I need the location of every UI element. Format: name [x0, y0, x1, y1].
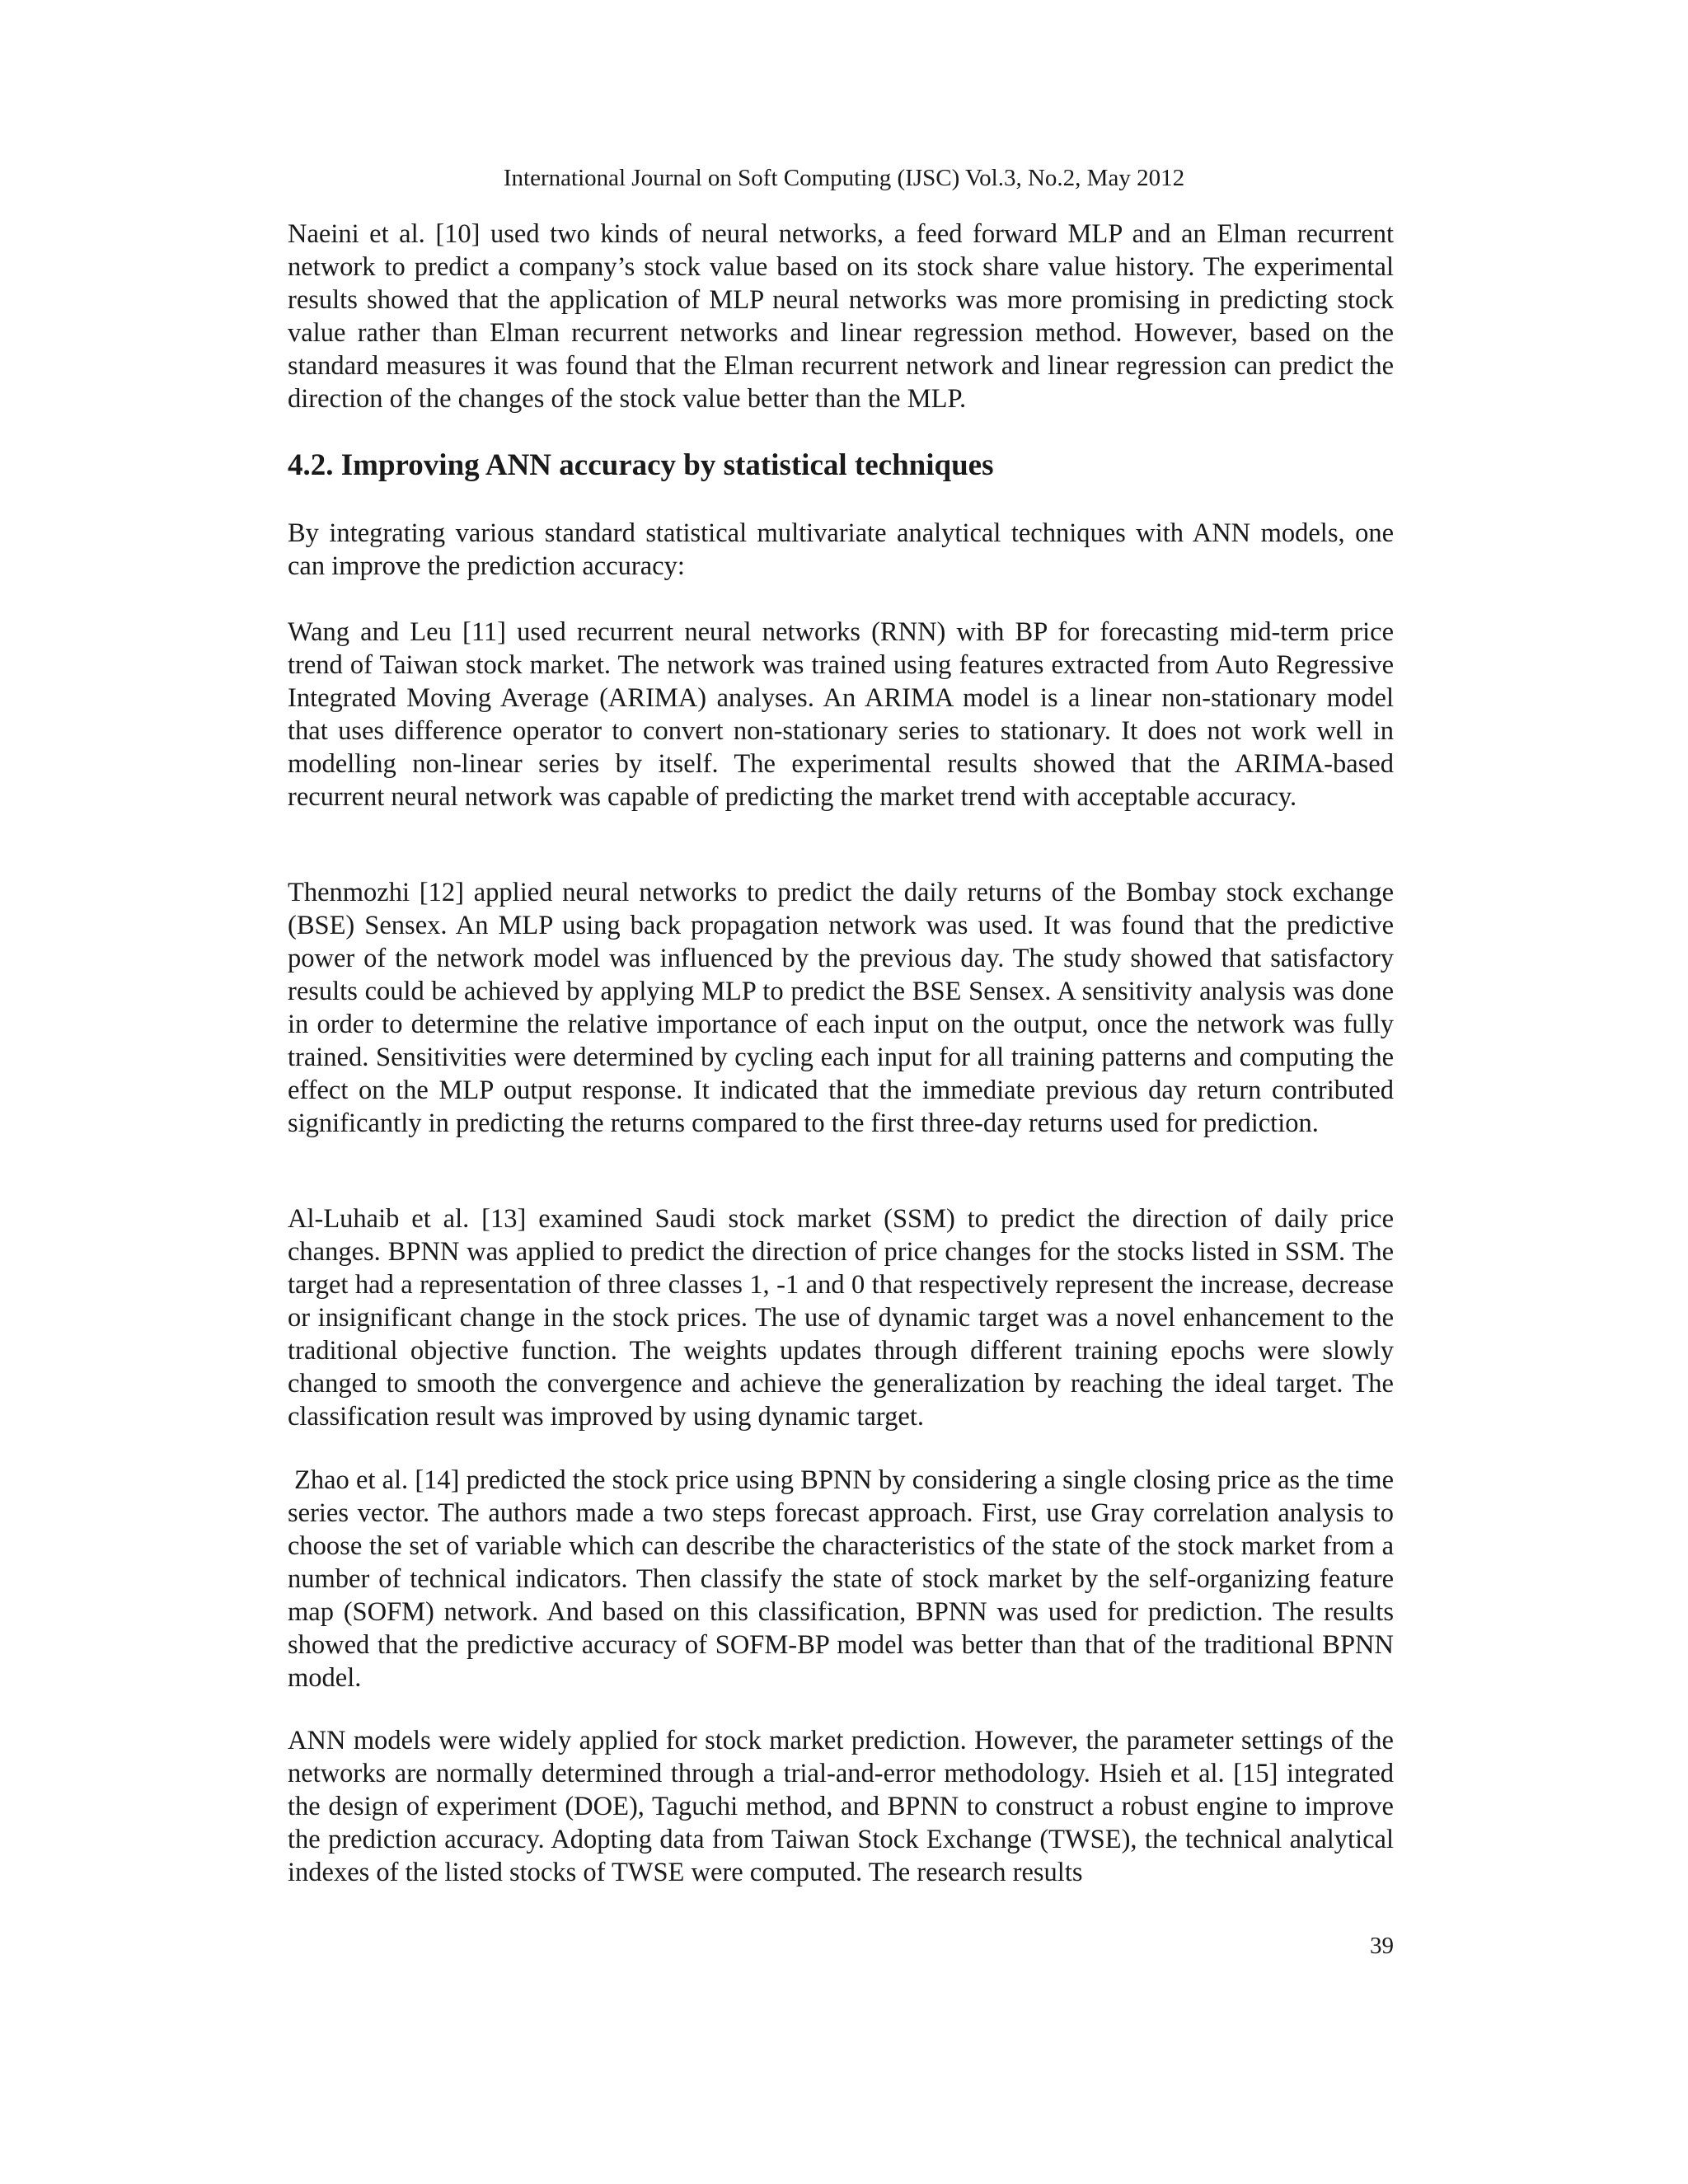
page-number: 39 [1370, 1933, 1394, 1959]
paragraph-naeini: Naeini et al. [10] used two kinds of neural networks, a feed forward MLP and an Elman recurrent network to predict a company’s stock value based on its stock share value history. The experimental results showed that the application of MLP neural networks was more promising in predicting stock value rather than Elman recurrent networks and linear regression method. However, based on the standard measures it was found that the Elman recurrent network and linear regression can predict the direction of the changes of the stock value better than the MLP. [288, 219, 1394, 414]
paragraph-block-ann-models [288, 1724, 1394, 1889]
section-heading: 4.2. Improving ANN accuracy by statistical techniques [288, 448, 994, 482]
paragraph-block-thenmozhi [288, 876, 1394, 1140]
paragraph-block-al-luhaib [288, 1202, 1394, 1433]
paragraph-block-wang-leu [288, 616, 1394, 813]
paragraph-block-naeini [288, 218, 1394, 415]
paragraph-intro: By integrating various standard statistical multivariate analytical techniques with ANN models, one can improve the prediction accuracy: [288, 518, 1394, 581]
paragraph-wang-leu: Wang and Leu [11] used recurrent neural networks (RNN) with BP for forecasting mid-term price trend of Taiwan stock market. The network was trained using features extracted from Auto Regressive Integrated Moving Average (ARIMA) analyses. An ARIMA model is a linear non-stationary model that uses difference operator to convert non-stationary series to stationary. It does not work well in modelling non-linear series by itself. The experimental results showed that the ARIMA-based recurrent neural network was capable of predicting the market trend with acceptable accuracy. [288, 617, 1394, 812]
paragraph-block-zhao [288, 1464, 1394, 1694]
paragraph-ann-models: ANN models were widely applied for stock market prediction. However, the parameter settings of the networks are normally determined through a trial-and-error methodology. Hsieh et al. [15] integrated the design of experiment (DOE), Taguchi method, and BPNN to construct a robust engine to improve the prediction accuracy. Adopting data from Taiwan Stock Exchange (TWSE), the technical analytical indexes of the listed stocks of TWSE were computed. The research results [288, 1726, 1394, 1887]
paragraph-al-luhaib: Al-Luhaib et al. [13] examined Saudi stock market (SSM) to predict the direction of daily price changes. BPNN was applied to predict the direction of price changes for the stocks listed in SSM. The target had a representation of three classes 1, -1 and 0 that respectively represent the increase, decrease or insignificant change in the stock prices. The use of dynamic target was a novel enhancement to the traditional objective function. The weights updates through different training epochs were slowly changed to smooth the convergence and achieve the generalization by reaching the ideal target. The classification result was improved by using dynamic target. [288, 1204, 1394, 1432]
paragraph-zhao: Zhao et al. [14] predicted the stock price using BPNN by considering a single closing price as the time series vector. The authors made a two steps forecast approach. First, use Gray correlation analysis to choose the set of variable which can describe the characteristics of the state of the stock market from a number of technical indicators. Then classify the state of stock market by the self-organizing feature map (SOFM) network. And based on this classification, BPNN was used for prediction. The results showed that the predictive accuracy of SOFM-BP model was better than that of the traditional BPNN model. [288, 1465, 1394, 1693]
running-header: International Journal on Soft Computing (IJSC) Vol.3, No.2, May 2012 [503, 165, 1185, 191]
paragraph-thenmozhi: Thenmozhi [12] applied neural networks to predict the daily returns of the Bombay stock exchange (BSE) Sensex. An MLP using back propagation network was used. It was found that the predictive power of the network model was influenced by the previous day. The study showed that satisfactory results could be achieved by applying MLP to predict the BSE Sensex. A sensitivity analysis was done in order to determine the relative importance of each input on the output, once the network was fully trained. Sensitivities were determined by cycling each input for all training patterns and computing the effect on the MLP output response. It indicated that the immediate previous day return contributed significantly in predicting the returns compared to the first three-day returns used for prediction. [288, 878, 1394, 1138]
paragraph-block-intro [288, 517, 1394, 583]
